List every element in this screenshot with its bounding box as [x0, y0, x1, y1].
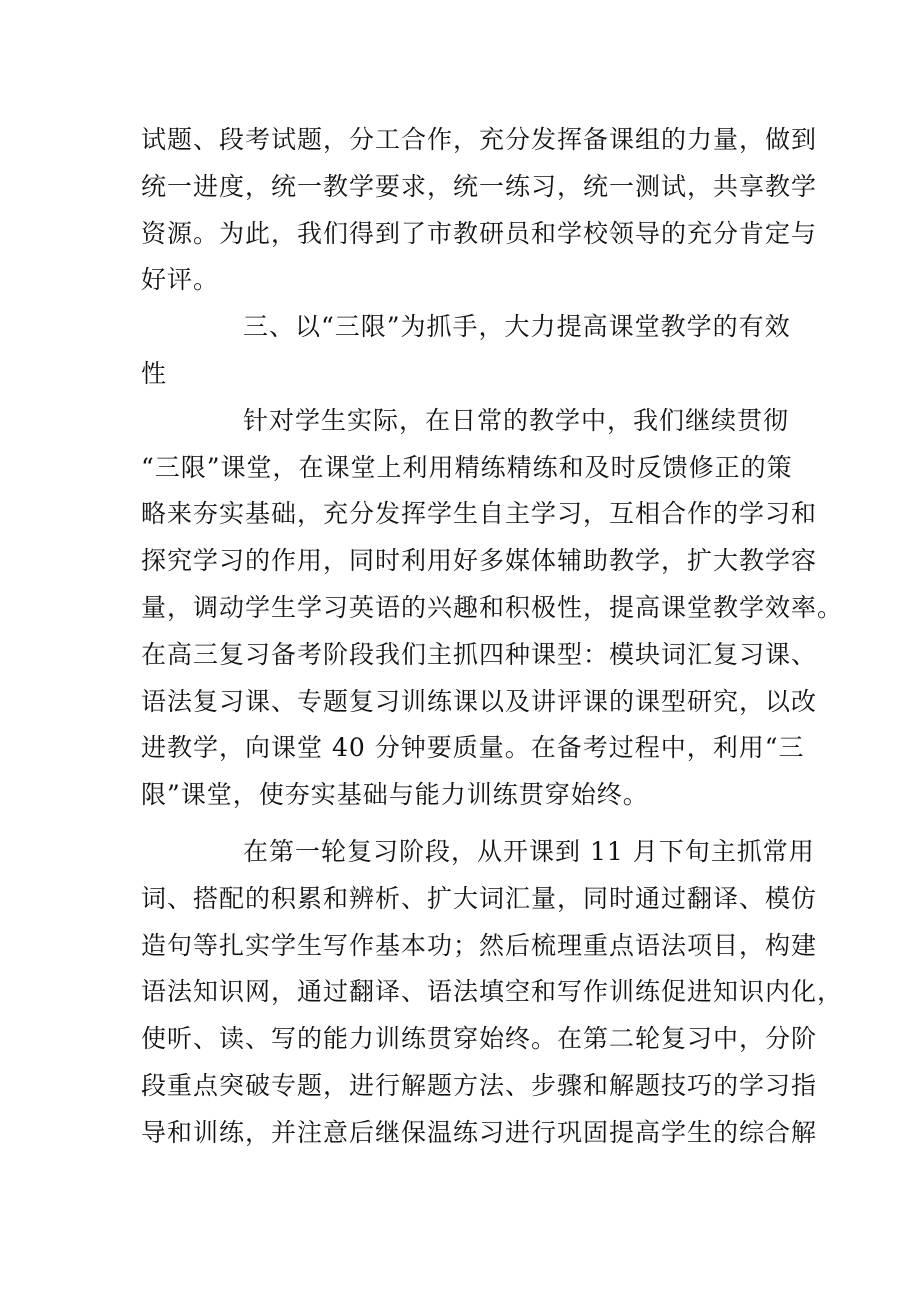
paragraph-line: 词、搭配的积累和辨析、扩大词汇量，同时通过翻译、模仿 [141, 883, 818, 913]
paragraph-line: 针对学生实际，在日常的教学中，我们继续贯彻 [243, 405, 790, 435]
paragraph-line: 略来夯实基础，充分发挥学生自主学习，互相合作的学习和 [141, 499, 818, 529]
paragraph-line: 量，调动学生学习英语的兴趣和积极性，提高课堂教学效率。 [141, 592, 844, 622]
paragraph-line: 试题、段考试题，分工合作，充分发挥备课组的力量，做到 [141, 125, 818, 154]
paragraph-line: 语法知识网，通过翻译、语法填空和写作训练促进知识内化， [141, 977, 844, 1007]
paragraph-line: 资源。为此，我们得到了市教研员和学校领导的充分肯定与 [141, 218, 818, 248]
document-body [141, 117, 844, 1157]
paragraph-line: 使听、读、写的能力训练贯穿始终。在第二轮复习中，分阶 [141, 1024, 818, 1054]
paragraph-line: 探究学习的作用，同时利用好多媒体辅助教学，扩大教学容 [141, 546, 818, 576]
section-heading-line: 性 [141, 358, 168, 388]
paragraph-line: 进教学，向课堂 40 分钟要质量。在备考过程中，利用“三 [141, 733, 805, 763]
paragraph-line: 好评。 [141, 265, 220, 295]
paragraph-line: 统一进度，统一教学要求，统一练习，统一测试，共享教学 [141, 171, 818, 201]
paragraph-line: 限”课堂，使夯实基础与能力训练贯穿始终。 [141, 780, 649, 810]
section-heading-line: 三、以“三限”为抓手，大力提高课堂教学的有效 [243, 312, 791, 342]
paragraph-line: 造句等扎实学生写作基本功；然后梳理重点语法项目，构建 [141, 930, 818, 960]
paragraph-line: 语法复习课、专题复习训练课以及讲评课的课型研究，以改 [141, 686, 818, 716]
paragraph-line: “三限”课堂，在课堂上利用精练精练和及时反馈修正的策 [141, 452, 793, 482]
paragraph-line: 段重点突破专题，进行解题方法、步骤和解题技巧的学习指 [141, 1070, 818, 1100]
paragraph-line: 在第一轮复习阶段，从开课到 11 月下旬主抓常用 [243, 836, 815, 866]
paragraph-gap [141, 819, 781, 829]
paragraph-line: 导和训练，并注意后继保温练习进行巩固提高学生的综合解 [141, 1117, 818, 1147]
paragraph-line: 在高三复习备考阶段我们主抓四种课型：模块词汇复习课、 [141, 639, 818, 669]
